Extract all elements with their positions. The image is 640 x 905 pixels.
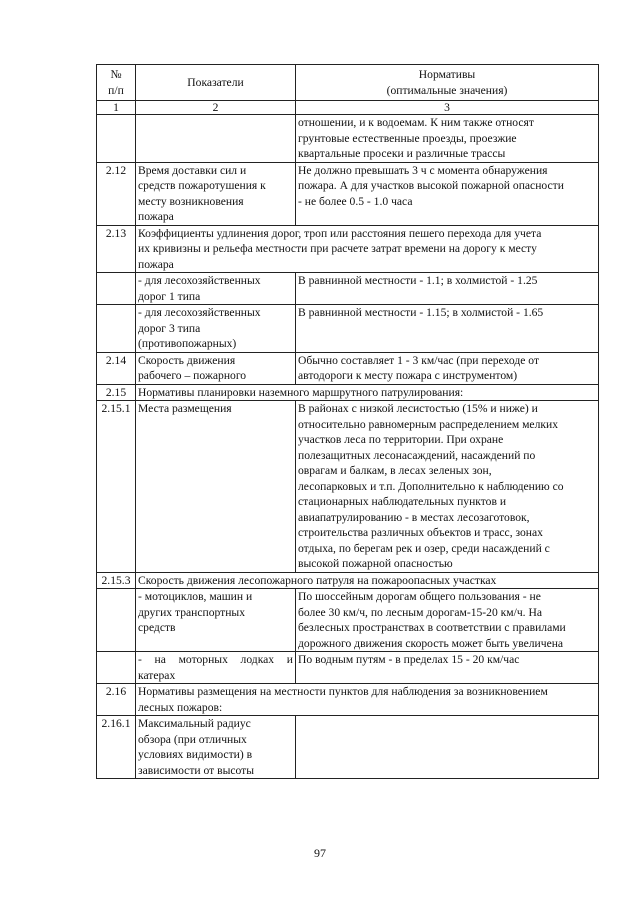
table-header-row xyxy=(97,65,599,101)
text-line: участков леса по территории. При охране xyxy=(298,433,504,446)
text-line: высокой пожарной опасностью xyxy=(298,557,453,570)
table-row xyxy=(97,401,599,573)
norm-cell xyxy=(296,115,599,163)
norm-cell xyxy=(296,305,599,353)
row-number: 2.15.1 xyxy=(97,401,136,573)
table-row xyxy=(97,572,599,589)
text-line: пожара xyxy=(138,210,174,223)
section-heading-cell xyxy=(136,572,599,589)
text-line: - для лесохозяйственных xyxy=(138,274,261,287)
row-number: 2.14 xyxy=(97,352,136,384)
text-line: рабочего – пожарного xyxy=(138,369,247,382)
text-line: Коэффициенты удлинения дорог, троп или расстояния пешего перехода для учета xyxy=(138,226,542,240)
text-line: Скорость движения xyxy=(138,353,236,367)
row-number: 2.15.3 xyxy=(97,572,136,589)
row-number: 2.12 xyxy=(97,162,136,225)
text-line: автодороги к месту пожара с инструментом) xyxy=(298,369,518,382)
text-line: Максимальный радиус xyxy=(138,717,251,730)
text-line: оврагам и балкам, в лесах зеленых зон, xyxy=(298,464,492,477)
text-line: авиапатрулированию - в местах лесозаготовок, xyxy=(298,510,530,524)
norm-cell xyxy=(296,273,599,305)
text-line: Не должно превышать 3 ч с момента обнаружения xyxy=(298,163,548,177)
text-line: - не более 0.5 - 1.0 часа xyxy=(298,194,413,208)
header-indicator: Показатели xyxy=(136,65,296,101)
table-row xyxy=(97,352,599,384)
header-norms: Нормативы (оптимальные значения) xyxy=(296,65,599,101)
column-index: 3 xyxy=(296,101,599,115)
section-heading-cell xyxy=(136,225,599,273)
indicator-cell xyxy=(136,652,296,684)
norm-cell xyxy=(296,162,599,225)
column-index-row xyxy=(97,101,599,115)
text-line: В равнинной местности - 1.1; в холмистой - 1.25 xyxy=(298,274,538,287)
table-row xyxy=(97,162,599,225)
text-line: квартальные просеки и различные трассы xyxy=(298,147,506,160)
text-line: - мотоциклов, машин и xyxy=(138,590,253,603)
column-index: 2 xyxy=(136,101,296,115)
text-line: - для лесохозяйственных xyxy=(138,306,261,319)
row-number: 2.15 xyxy=(97,384,136,401)
indicator-cell xyxy=(136,162,296,225)
table-row xyxy=(97,225,599,273)
text-line: По шоссейным дорогам общего пользования - не xyxy=(298,590,541,603)
text-line: зависимости от высоты xyxy=(138,763,255,777)
text-line: В равнинной местности - 1.15; в холмистой - 1.65 xyxy=(298,306,544,319)
text-line: отношении, и к водоемам. К ним также относят xyxy=(298,116,534,129)
text-line: грунтовые естественные проезды, проезжие xyxy=(298,131,517,145)
text-line: дорожного движения скорость может быть увеличена xyxy=(298,636,564,650)
norm-cell xyxy=(296,352,599,384)
table-row xyxy=(97,384,599,401)
table-row xyxy=(97,115,599,163)
text-line: средств пожаротушения к xyxy=(138,179,266,192)
table-row xyxy=(97,273,599,305)
text-line: относительно равномерным распределением мелких xyxy=(298,417,558,431)
indicator-cell xyxy=(136,352,296,384)
row-number xyxy=(97,115,136,163)
table-row xyxy=(97,589,599,652)
indicator-cell xyxy=(136,401,296,573)
indicator-cell xyxy=(136,115,296,163)
text-line: других транспортных xyxy=(138,605,245,619)
norm-cell xyxy=(296,401,599,573)
row-number xyxy=(97,273,136,305)
table-row xyxy=(97,716,599,779)
text-line: обзора (при отличных xyxy=(138,732,247,746)
text-line: лесопарковых и т.п. Дополнительно к наблюдению со xyxy=(298,479,564,493)
header-number: № п/п xyxy=(97,65,136,101)
norms-table xyxy=(96,64,599,779)
text-line: катерах xyxy=(138,668,176,682)
text-line: строительства различных объектов и трасс, зонах xyxy=(298,526,543,539)
indicator-cell xyxy=(136,589,296,652)
text-line: лесных пожаров: xyxy=(138,700,223,714)
row-number: 2.16 xyxy=(97,684,136,716)
row-number: 2.13 xyxy=(97,225,136,273)
norm-cell xyxy=(296,716,599,779)
text-line: По водным путям - в пределах 15 - 20 км/час xyxy=(298,653,520,666)
text-line: средств xyxy=(138,621,176,634)
text-line: стационарных наблюдательных пунктов и xyxy=(298,495,507,508)
table-row xyxy=(97,652,599,684)
text-line: Время доставки сил и xyxy=(138,163,247,177)
row-number xyxy=(97,652,136,684)
column-index: 1 xyxy=(97,101,136,115)
text-line: дорог 3 типа xyxy=(138,321,201,335)
table-body xyxy=(97,115,599,779)
text-line: (противопожарных) xyxy=(138,337,237,350)
text-line: Обычно составляет 1 - 3 км/час (при переходе от xyxy=(298,353,540,367)
text-line: - на моторных лодках и xyxy=(138,653,293,666)
text-line: более 30 км/ч, по лесным дорогам-15-20 км/ч. На xyxy=(298,605,542,619)
row-number xyxy=(97,589,136,652)
section-heading-cell xyxy=(136,384,599,401)
indicator-cell xyxy=(136,305,296,353)
text-line: пожара. А для участков высокой пожарной опасности xyxy=(298,179,564,192)
page-number: 97 xyxy=(314,846,326,860)
document-page xyxy=(96,64,598,779)
text-line: условиях видимости) в xyxy=(138,748,253,761)
text-line: Места размещения xyxy=(138,402,232,415)
text-line: безлесных пространствах в соответствии с правилами xyxy=(298,621,566,634)
norm-cell xyxy=(296,652,599,684)
indicator-cell xyxy=(136,273,296,305)
text-line: дорог 1 типа xyxy=(138,289,201,303)
row-number xyxy=(97,305,136,353)
text-line: В районах с низкой лесистостью (15% и ниже) и xyxy=(298,402,538,415)
table-row xyxy=(97,305,599,353)
text-line: Нормативы размещения на местности пунктов для наблюдения за возникновением xyxy=(138,685,548,698)
indicator-cell xyxy=(136,716,296,779)
text-line: Скорость движения лесопожарного патруля на пожароопасных участках xyxy=(138,573,497,587)
text-line: Нормативы планировки наземного маршрутного патрулирования: xyxy=(138,385,464,399)
norm-cell xyxy=(296,589,599,652)
text-line: полезащитных лесонасаждений, насаждений по xyxy=(298,448,536,462)
section-heading-cell xyxy=(136,684,599,716)
text-line: отдыха, по берегам рек и озер, среди насаждений с xyxy=(298,541,550,555)
table-row xyxy=(97,684,599,716)
text-line: их кривизны и рельефа местности при расчете затрат времени на дорогу к месту xyxy=(138,242,537,255)
text-line: месту возникновения xyxy=(138,194,244,208)
row-number: 2.16.1 xyxy=(97,716,136,779)
text-line: пожара xyxy=(138,257,174,271)
